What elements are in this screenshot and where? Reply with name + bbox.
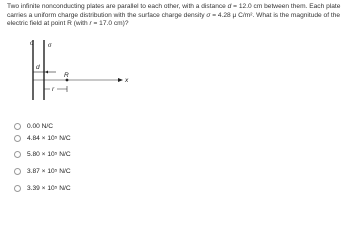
plates-diagram xyxy=(28,36,148,104)
answer-option[interactable] xyxy=(14,168,71,175)
sigma-left-label: σ xyxy=(30,39,34,47)
point-r-label: R xyxy=(64,72,69,79)
sigma-right-label: σ xyxy=(48,41,52,49)
point-r xyxy=(66,79,69,82)
answer-option[interactable] xyxy=(14,185,71,192)
d-label: d xyxy=(36,64,40,71)
arrowhead xyxy=(45,71,48,74)
question-part: Two infinite nonconducting plates are parallel to each other, with a distance xyxy=(7,3,228,10)
r-symbol: r xyxy=(89,20,92,28)
radio-button[interactable] xyxy=(14,185,21,192)
answer-label: 3.87 × 10⁵ N/C xyxy=(27,168,71,175)
answer-option[interactable] xyxy=(14,151,71,158)
x-axis-arrow xyxy=(118,78,123,82)
question-part: = 4.28 μ C/m². What is the magnitude of the electric field at point R (with xyxy=(7,11,341,28)
radio-button[interactable] xyxy=(14,135,21,142)
sigma-symbol: σ xyxy=(206,11,211,19)
answer-label: 0.00 N/C xyxy=(27,123,54,130)
r-label: r xyxy=(52,86,55,93)
x-axis-label: x xyxy=(125,77,129,84)
answer-label: 5.80 × 10⁵ N/C xyxy=(27,151,71,158)
answer-label: 3.39 × 10⁵ N/C xyxy=(27,185,71,192)
radio-button[interactable] xyxy=(14,168,21,175)
question-text xyxy=(7,3,347,29)
question-part: = 17.0 cm)? xyxy=(91,20,129,28)
answer-label: 4.84 × 10⁵ N/C xyxy=(27,135,71,142)
answer-option[interactable] xyxy=(14,135,71,142)
d-symbol: d xyxy=(227,3,232,10)
radio-button[interactable] xyxy=(14,123,21,130)
question-part: = 12.0 cm between them. Each plate carries a uniform charge distribution with the surface charge density xyxy=(7,3,341,19)
answer-option[interactable] xyxy=(14,123,53,130)
radio-button[interactable] xyxy=(14,151,21,158)
